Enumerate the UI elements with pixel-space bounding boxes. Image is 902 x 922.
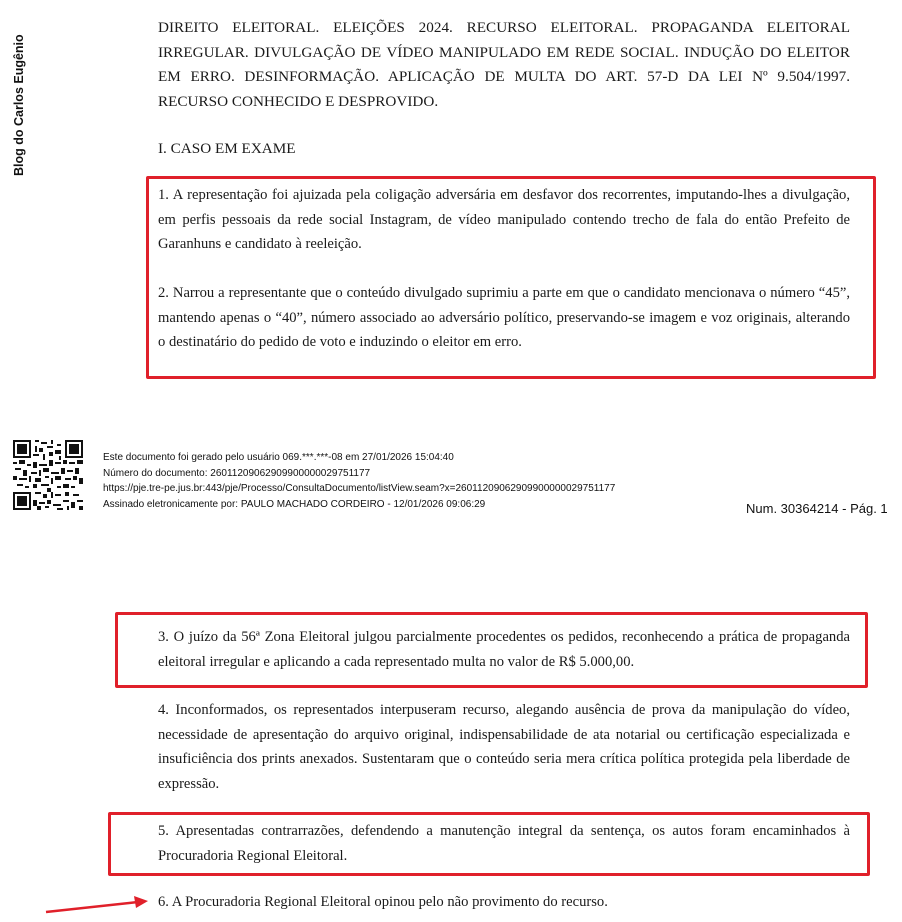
watermark-label [10,18,30,178]
paragraph-6: 6. A Procuradoria Regional Eleitoral opinou pelo não provimento do recurso. [158,894,608,910]
paragraph-4: 4. Inconformados, os representados interpuseram recurso, alegando ausência de prova da manipulação do vídeo, necessidade de apresentação do arquivo original, indispensabilidade de ata notarial ou certificação especializada e insuficiência dos prints anexados. Sustentaram que o conteúdo seria mera crítica política protegida pela liberdade de expressão. [158,702,850,792]
watermark-text: Blog do Carlos Eugênio [12,34,26,176]
footer-document-number: Número do documento: 26011209062909900000029751177 [103,467,371,479]
paragraph-5: 5. Apresentadas contrarrazões, defendendo a manutenção integral da sentença, os autos foram encaminhados à Procuradoria Regional Eleitoral. [158,823,850,864]
footer-signature: Assinado eletronicamente por: PAULO MACHADO CORDEIRO - 12/01/2026 09:06:29 [103,498,486,510]
section-title: I. CASO EM EXAME [158,140,296,157]
paragraph-3: 3. O juízo da 56ª Zona Eleitoral julgou parcialmente procedentes os pedidos, reconhecendo a prática de propaganda eleitoral irregular e aplicando a cada representado multa no valor de R$ 5.000,00. [158,629,850,670]
paragraph-1: 1. A representação foi ajuizada pela coligação adversária em desfavor dos recorrentes, imputando-lhes a divulgação, em perfis pessoais da rede social Instagram, de vídeo manipulado contendo trecho de fala do então Prefeito de Garanhuns e candidato à reeleição. [158,187,850,252]
footer-generated-by: Este documento foi gerado pelo usuário 069.***.***-08 em 27/01/2026 15:04:40 [103,452,454,463]
qr-code-icon [13,440,83,510]
footer-url[interactable]: https://pje.tre-pe.jus.br:443/pje/Processo/ConsultaDocumento/listView.seam?x=26011209062909900000029751177 [103,483,616,494]
paragraph-2: 2. Narrou a representante que o conteúdo divulgado suprimiu a parte em que o candidato mencionava o número “45”, mantendo apenas o “40”, número associado ao adversário político, preservando-se imagem e voz originais, alterando o destinatário do pedido de voto e induzindo o eleitor em erro. [158,285,850,350]
document-heading: DIREITO ELEITORAL. ELEIÇÕES 2024. RECURSO ELEITORAL. PROPAGANDA ELEITORAL IRREGULAR. DIVULGAÇÃO DE VÍDEO MANIPULADO EM REDE SOCIAL. INDUÇÃO DO ELEITOR EM ERRO. DESINFORMAÇÃO. APLICAÇÃO DE MULTA DO ART. 57-D DA LEI Nº 9.504/1997. RECURSO CONHECIDO E DESPROVIDO. [158,19,850,110]
page-number: Num. 30364214 - Pág. 1 [746,501,888,516]
document-footer [103,450,615,512]
red-arrow-icon [44,894,150,916]
